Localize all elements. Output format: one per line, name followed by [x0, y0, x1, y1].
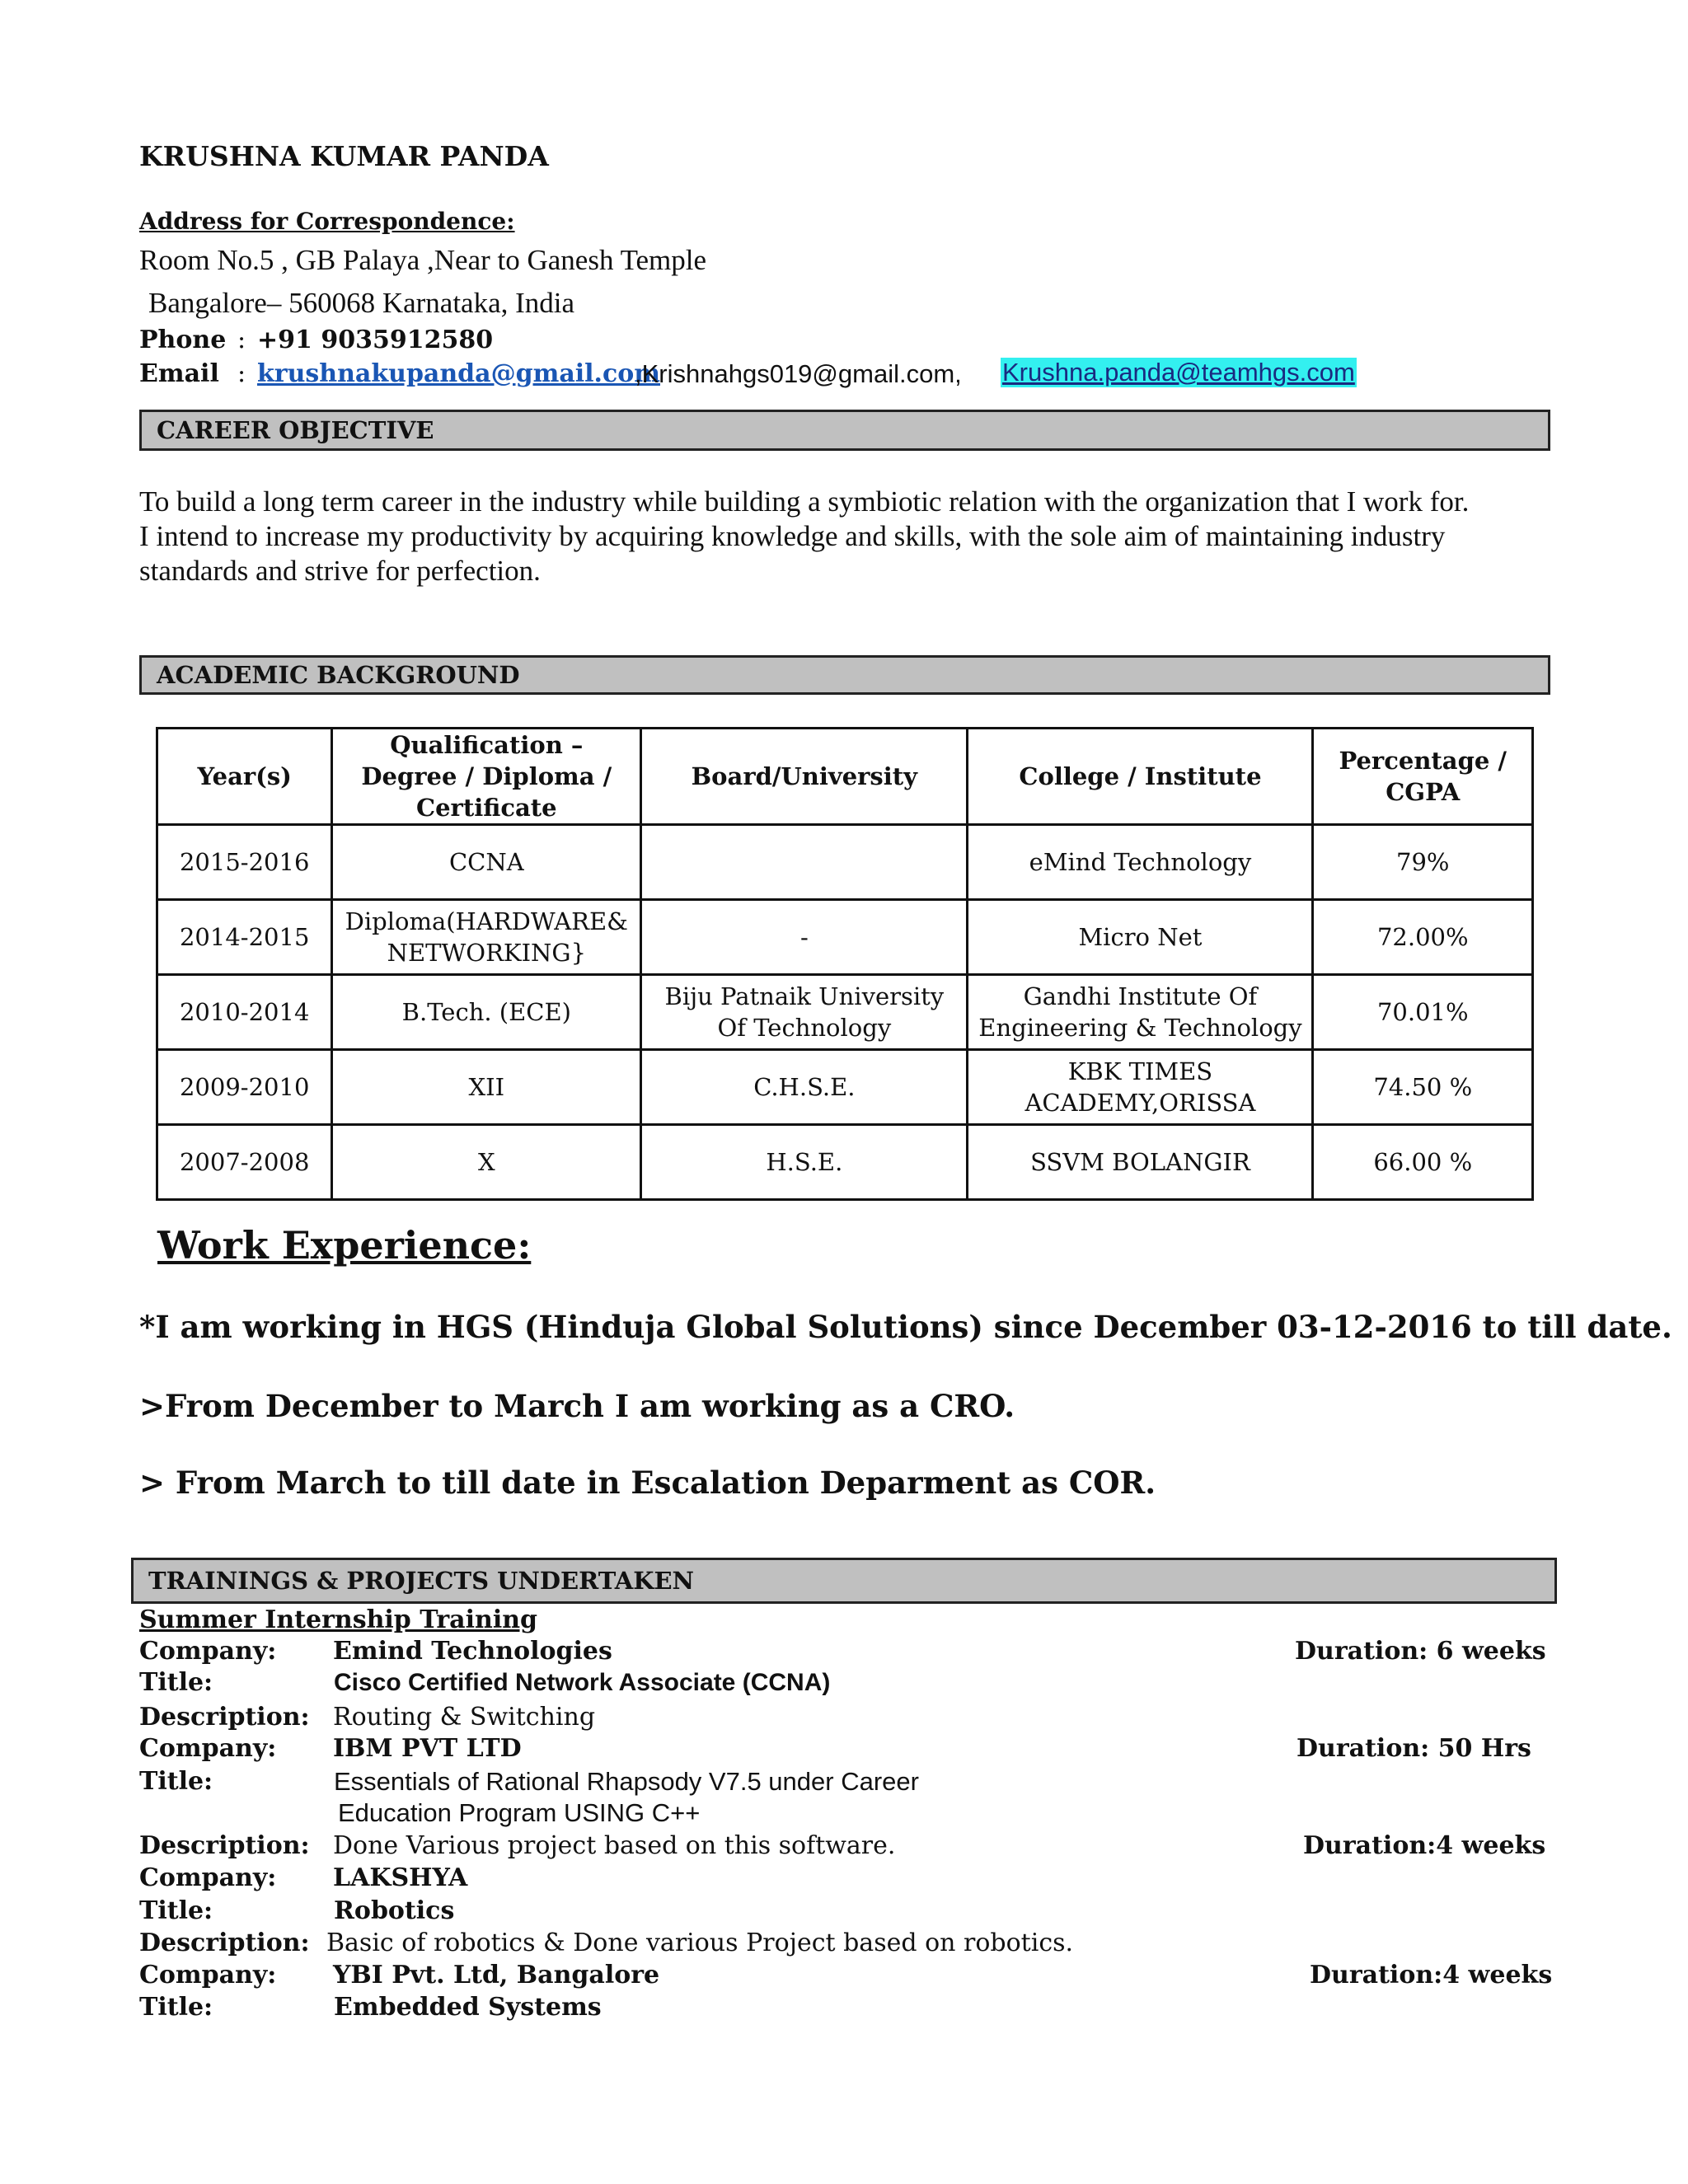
- company-label: Company:: [139, 1961, 277, 1990]
- training-title: Embedded Systems: [334, 1993, 602, 2022]
- email-link-teamhgs[interactable]: Krushna.panda@teamhgs.com: [1002, 358, 1355, 387]
- description-label: Description:: [139, 1703, 310, 1732]
- company-name: Emind Technologies: [333, 1637, 612, 1666]
- company-label: Company:: [139, 1637, 277, 1666]
- work-line-2: >From December to March I am working as a CRO.: [139, 1388, 1015, 1424]
- training-description: Routing & Switching: [333, 1703, 596, 1732]
- col-header-board: Board/University: [641, 729, 968, 825]
- company-name: LAKSHYA: [333, 1863, 468, 1892]
- candidate-name: KRUSHNA KUMAR PANDA: [139, 140, 549, 172]
- cell-percentage: 79%: [1313, 825, 1533, 900]
- description-label: Description:: [139, 1831, 310, 1860]
- career-line-2: I intend to increase my productivity by acquiring knowledge and skills, with the sole aim of maintaining industry: [139, 520, 1446, 552]
- phone-label: Phone: [139, 326, 227, 354]
- company-name: IBM PVT LTD: [333, 1734, 522, 1763]
- work-line-3: > From March to till date in Escalation Deparment as COR.: [139, 1465, 1156, 1501]
- trainings-subtitle: Summer Internship Training: [139, 1605, 538, 1634]
- training-title-line-2: Education Program USING C++: [338, 1798, 701, 1827]
- email-link-gmail[interactable]: krushnakupanda@gmail.com: [257, 359, 661, 388]
- cell-year: 2015-2016: [157, 825, 332, 900]
- cell-year: 2009-2010: [157, 1050, 332, 1125]
- cell-board: H.S.E.: [641, 1125, 968, 1200]
- cell-year: 2010-2014: [157, 975, 332, 1050]
- duration: Duration: 50 Hrs: [1296, 1734, 1531, 1763]
- table-row: [157, 1125, 1533, 1200]
- company-label: Company:: [139, 1863, 277, 1892]
- title-label: Title:: [139, 1668, 213, 1697]
- duration: Duration:4 weeks: [1303, 1831, 1546, 1860]
- table-row: [157, 975, 1533, 1050]
- cell-percentage: 66.00 %: [1313, 1125, 1533, 1200]
- training-title-line-1: Essentials of Rational Rhapsody V7.5 under Career: [334, 1767, 919, 1796]
- address-label: Address for Correspondence:: [139, 208, 515, 235]
- career-line-1: To build a long term career in the industry while building a symbiotic relation with the organization that I work for.: [139, 485, 1470, 518]
- cell-percentage: 70.01%: [1313, 975, 1533, 1050]
- trainings-title: TRAININGS & PROJECTS UNDERTAKEN: [148, 1567, 695, 1595]
- training-title: Robotics: [334, 1896, 455, 1925]
- cell-board: C.H.S.E.: [641, 1050, 968, 1125]
- company-label: Company:: [139, 1734, 277, 1763]
- cell-college: KBK TIMES ACADEMY,ORISSA: [968, 1050, 1313, 1125]
- training-title: Cisco Certified Network Associate (CCNA): [334, 1669, 831, 1696]
- cell-board: -: [641, 900, 968, 975]
- cell-year: 2014-2015: [157, 900, 332, 975]
- address-line-2: Bangalore– 560068 Karnataka, India: [148, 287, 575, 319]
- academic-header-row: [157, 729, 1533, 825]
- career-objective-text: [139, 485, 1540, 588]
- table-row: [157, 1050, 1533, 1125]
- cell-college: Gandhi Institute Of Engineering & Technology: [968, 975, 1313, 1050]
- training-description: Done Various project based on this software.: [333, 1831, 896, 1860]
- cell-college: eMind Technology: [968, 825, 1313, 900]
- cell-board: Biju Patnaik University Of Technology: [641, 975, 968, 1050]
- email-label: Email: [139, 359, 219, 388]
- cell-percentage: 74.50 %: [1313, 1050, 1533, 1125]
- cell-qualification: Diploma(HARDWARE& NETWORKING}: [332, 900, 641, 975]
- col-header-qualification: Qualification – Degree / Diploma / Certificate: [332, 729, 641, 825]
- cell-percentage: 72.00%: [1313, 900, 1533, 975]
- academic-background-title: ACADEMIC BACKGROUND: [157, 661, 520, 689]
- phone-colon: :: [237, 326, 246, 354]
- col-header-years: Year(s): [157, 729, 332, 825]
- cell-qualification: B.Tech. (ECE): [332, 975, 641, 1050]
- cell-qualification: X: [332, 1125, 641, 1200]
- career-objective-bar: [139, 410, 1550, 451]
- table-row: [157, 825, 1533, 900]
- col-header-percentage: Percentage / CGPA: [1313, 729, 1533, 825]
- address-line-1: Room No.5 , GB Palaya ,Near to Ganesh Temple: [139, 244, 707, 276]
- work-experience-title: Work Experience:: [157, 1223, 532, 1268]
- cell-qualification: XII: [332, 1050, 641, 1125]
- description-label: Description:: [139, 1929, 310, 1957]
- title-label: Title:: [139, 1896, 213, 1925]
- trainings-bar: [131, 1558, 1557, 1604]
- career-objective-title: CAREER OBJECTIVE: [157, 416, 434, 444]
- title-label: Title:: [139, 1767, 213, 1796]
- training-description: Basic of robotics & Done various Project based on robotics.: [326, 1929, 1074, 1957]
- academic-background-bar: [139, 655, 1550, 695]
- col-header-college: College / Institute: [968, 729, 1313, 825]
- duration: Duration:4 weeks: [1310, 1961, 1553, 1990]
- cell-college: Micro Net: [968, 900, 1313, 975]
- work-line-1: *I am working in HGS (Hinduja Global Solutions) since December 03-12-2016 to till date.: [139, 1309, 1672, 1345]
- career-line-3: standards and strive for perfection.: [139, 555, 541, 587]
- table-row: [157, 900, 1533, 975]
- phone-number: +91 9035912580: [257, 326, 494, 354]
- cell-year: 2007-2008: [157, 1125, 332, 1200]
- company-name: YBI Pvt. Ltd, Bangalore: [333, 1961, 660, 1990]
- title-label: Title:: [139, 1993, 213, 2022]
- cell-college: SSVM BOLANGIR: [968, 1125, 1313, 1200]
- cell-qualification: CCNA: [332, 825, 641, 900]
- email-secondary: ,Krishnahgs019@gmail.com,: [635, 359, 962, 388]
- academic-table: [156, 727, 1534, 1201]
- duration: Duration: 6 weeks: [1295, 1637, 1546, 1666]
- email-colon: :: [237, 359, 246, 388]
- cell-board: [641, 825, 968, 900]
